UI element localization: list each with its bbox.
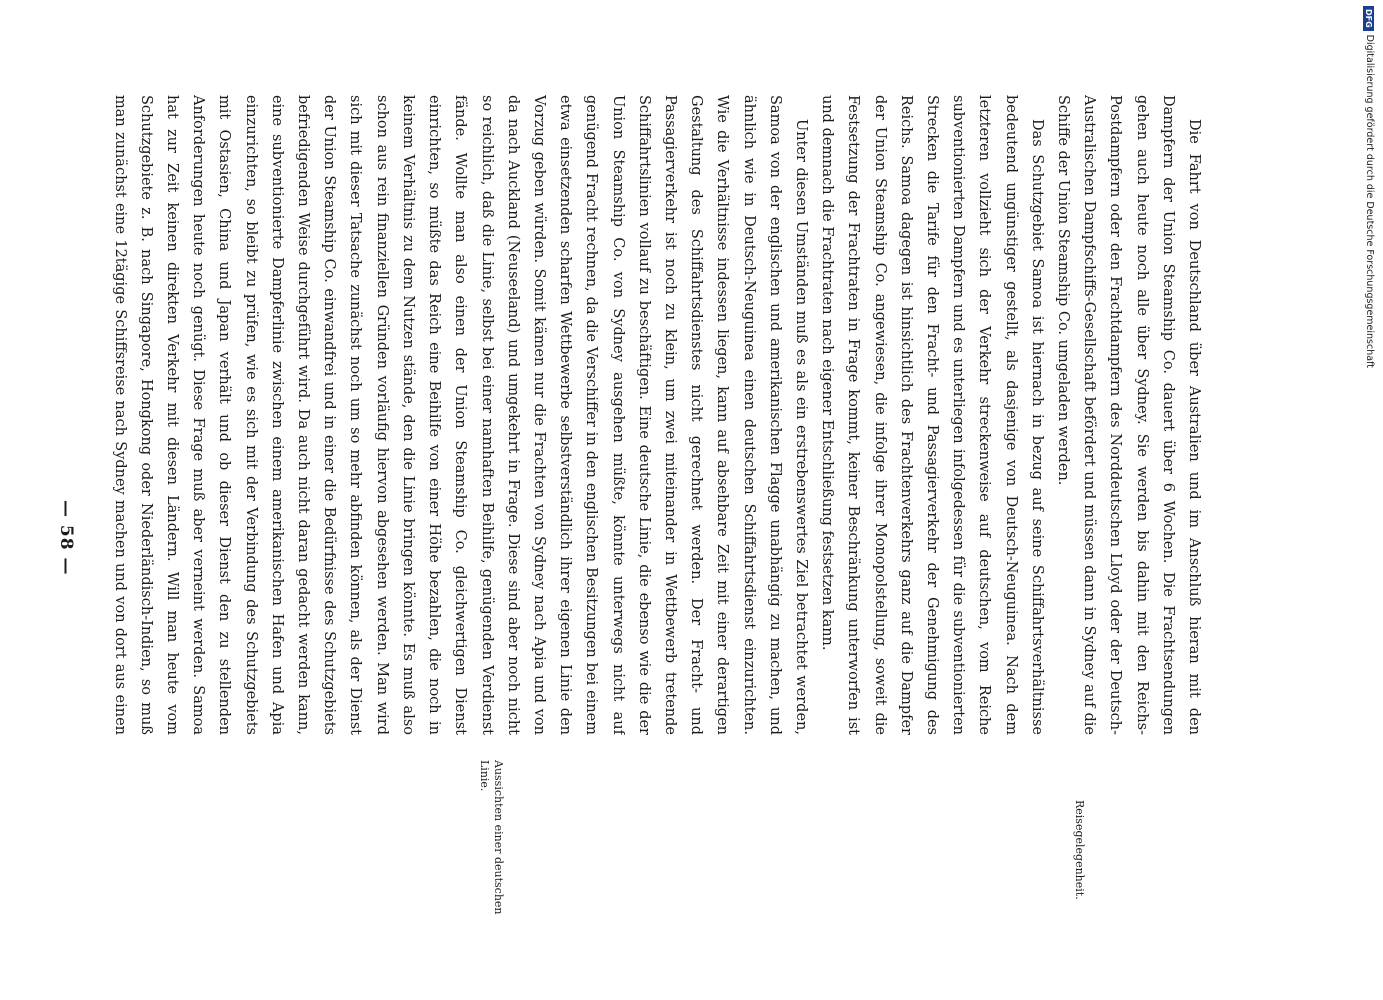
- paragraph-3: Unter diesen Umständen muß es als ein erstrebenswertes Ziel betrachtet werden, Samoa von der englischen und amerikanischen Flagge unabhängig zu machen, und ähnlich wie in Deutsch-Neuguinea einen deutschen Schiffahrtsdienst einzurichten. Wie die Verhältnisse indessen liegen, kann auf absehbare Zeit mit einer derartigen Gestaltung des Schiffahrtsdienstes nicht gerechnet werden. Der Fracht- und Passagierverkehr ist noch zu klein, um zwei miteinander in Wettbewerb tretende Schiffahrtslinien vollauf zu beschäftigen. Eine deutsche Linie, die ebenso wie die der Union Steamship Co. von Sydney ausgehen müßte, könnte unterwegs nicht auf genügend Fracht rechnen, da die Verschiffer in den englischen Besitzungen bei einem etwa einsetzenden scharfen Wettbewerbe selbstverständlich ihrer eigenen Linie den Vorzug geben würden. Somit kämen nur die Frachten von Sydney nach Apia und von da nach Auckland (Neuseeland) und umgekehrt in Frage. Diese sind aber noch nicht so reichlich, daß die Linie, selbst bei einer namhaften Beihilfe, genügenden Verdienst fände. Wollte man also einen der Union Steamship Co. gleichwertigen Dienst einrichten, so müßte das Reich eine Beihilfe von einer Höhe bezahlen, die noch in keinem Verhältnis zu dem Nutzen stände, den die Linie bringen könnte. Es muß also schon aus rein finanziellen Gründen vorläufig hiervon abgesehen werden. Man wird sich mit dieser Tatsache zunächst noch um so mehr abfinden können, als der Dienst der Union Steamship Co. einwandfrei und in einer die Bedürfnisse des Schutzgebiets befriedigenden Weise durchgeführt wird. Da auch nicht daran gedacht werden kann, eine subventionierte Dampferlinie zwischen einem amerikanischen Hafen und Apia einzurichten, so bleibt zu prüfen, wie es sich mit der Verbindung des Schutzgebiets mit Ostasien, China und Japan verhält und ob dieser Dienst den zu stellenden Anforderungen heute noch genügt. Diese Frage muß aber verneint werden. Samoa hat zur Zeit keinen direkten Verkehr mit diesen Ländern. Will man heute vom Schutzgebiete z. B. nach Singapore, Hongkong oder Niederländisch-Indien, so muß man zunächst eine 12tägige Schiffsreise nach Sydney machen und von dort aus einen: [111, 95, 809, 735]
- marginal-note-prospects: Aussichten einer deutschen Linie.: [478, 760, 505, 915]
- digitization-credit: [1363, 6, 1375, 996]
- credit-text: Digitalisierung gefördert durch die Deutsche Forschungsgemeinschaft: [1364, 34, 1375, 368]
- paragraph-1: Die Fahrt von Deutschland über Australien und im Anschluß hieran mit den Dampfern der Union Steamship Co. dauert über 6 Wochen. Die Frachtsendungen gehen auch heute noch alle über Sydney. Sie werden bis dahin mit den Reichs-Postdampfern oder den Frachtdampfern des Norddeutschen Lloyd oder der Deutsch-Australischen Dampfschiffs-Gesellschaft befördert und müssen dann in Sydney auf die Schiffe der Union Steamship Co. umgeladen werden.: [1054, 95, 1202, 735]
- marginal-note-travel: Reisegelegenheit.: [1073, 800, 1086, 900]
- page-number: — 58 —: [56, 500, 76, 576]
- paragraph-2: Das Schutzgebiet Samoa ist hiernach in bezug auf seine Schiffahrtsverhältnisse bedeutend ungünstiger gestellt, als dasjenige von Deutsch-Neuguinea. Nach dem letzteren vollzieht sich der Verkehr streckenweise auf deutschen, vom Reiche subventionierten Dampfern und es unterliegen infolgedessen für die subventionierten Strecken die Tarife für den Fracht- und Passagierverkehr der Genehmigung des Reichs. Samoa dagegen ist hinsichtlich des Frachtenverkehrs ganz auf die Dampfer der Union Steamship Co. angewiesen, die infolge ihrer Monopolstellung, soweit die Festsetzung der Frachtraten in Frage kommt, keiner Beschränkung unterworfen ist und demnach die Frachtraten nach eigener Entschließung festsetzen kann.: [819, 95, 1045, 735]
- dfg-logo: DFG: [1364, 6, 1375, 31]
- body-text: [107, 95, 1207, 735]
